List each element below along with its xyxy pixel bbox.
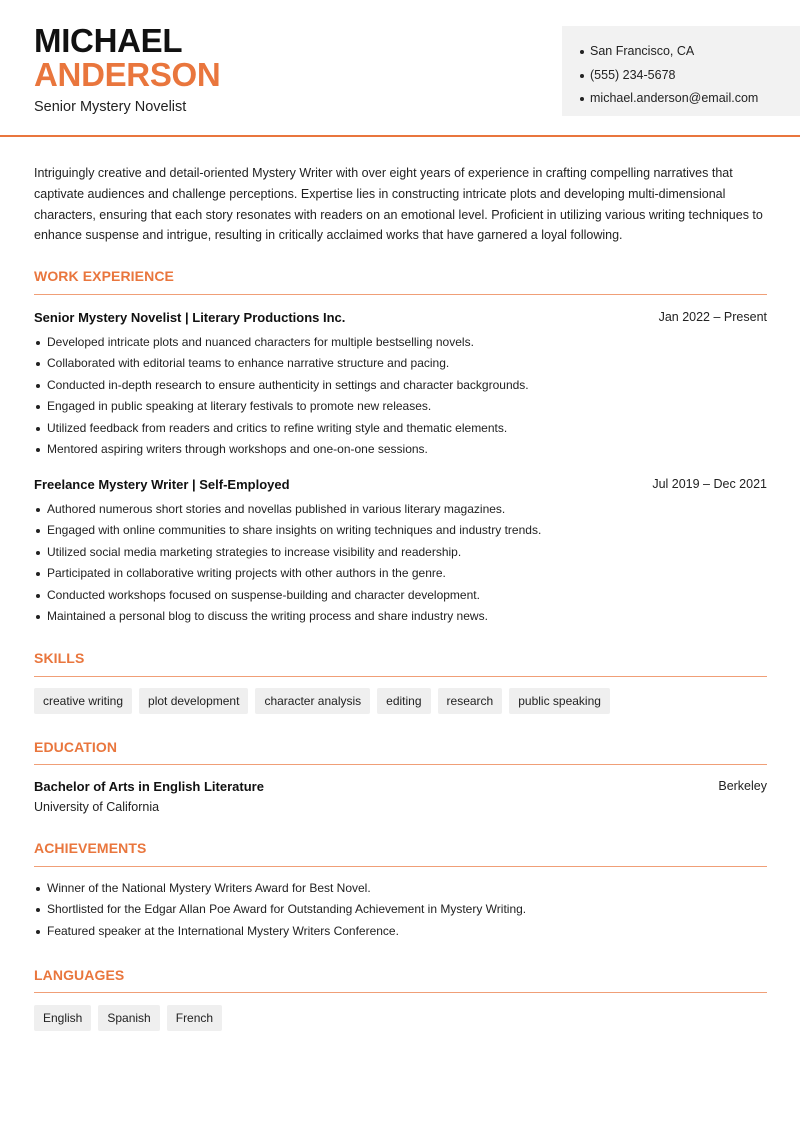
job-bullets [34,499,767,627]
list-item: Shortlisted for the Edgar Allan Poe Award for Outstanding Achievement in Mystery Writing. [34,899,767,920]
section-divider [34,676,767,677]
skill-tag: creative writing [34,688,132,714]
contact-phone[interactable]: (555) 234-5678 [582,64,800,88]
contact-box [562,26,800,116]
skill-tag: public speaking [509,688,610,714]
professional-summary: Intriguingly creative and detail-oriented Mystery Writer with over eight years of experience in crafting compelling narratives that captivate audiences and challenge perceptions. Expertise lies in constructing intricate plots and developing multi-dimensional characters, ensuring that each story resonates with readers on an emotional level. Proficient in utilizing various writing techniques to enhance suspense and intrigue, resulting in critically acclaimed works that have garnered a loyal following. [34,166,763,243]
contact-email[interactable]: michael.anderson@email.com [582,87,800,111]
list-item: Utilized social media marketing strategies to increase visibility and readership. [34,542,767,563]
section-title-languages: LANGUAGES [34,967,125,983]
language-tag: French [167,1005,222,1031]
contact-list [582,40,800,111]
job-headline: Senior Mystery Novelist [34,99,187,115]
list-item: Utilized feedback from readers and critics to refine writing style and thematic elements. [34,418,767,439]
skills-tags [34,688,610,714]
list-item: Maintained a personal blog to discuss the writing process and share industry news. [34,606,767,627]
list-item: Developed intricate plots and nuanced characters for multiple bestselling novels. [34,332,767,353]
job-bullets [34,332,767,460]
list-item: Conducted workshops focused on suspense-building and character development. [34,585,767,606]
achievements-list [34,878,767,942]
skill-tag: research [438,688,503,714]
list-item: Participated in collaborative writing projects with other authors in the genre. [34,563,767,584]
first-name: MICHAEL [34,22,183,59]
list-item: Engaged in public speaking at literary festivals to promote new releases. [34,396,767,417]
last-name: ANDERSON [34,56,221,93]
list-item: Authored numerous short stories and novellas published in various literary magazines. [34,499,767,520]
list-item: Featured speaker at the International Mystery Writers Conference. [34,921,767,942]
section-title-work: WORK EXPERIENCE [34,268,174,284]
skill-tag: character analysis [255,688,370,714]
contact-location: San Francisco, CA [582,40,800,64]
resume-header [0,0,800,137]
job-title: Senior Mystery Novelist | Literary Productions Inc. [34,310,346,325]
language-tag: English [34,1005,91,1031]
languages-tags [34,1005,222,1031]
list-item: Collaborated with editorial teams to enhance narrative structure and pacing. [34,353,767,374]
section-divider [34,764,767,765]
skill-tag: plot development [139,688,248,714]
section-title-education: EDUCATION [34,739,118,755]
job-title: Freelance Mystery Writer | Self-Employed [34,477,290,492]
job-date: Jul 2019 – Dec 2021 [652,477,767,491]
candidate-name [34,24,220,92]
language-tag: Spanish [98,1005,159,1031]
section-divider [34,294,767,295]
education-degree: Bachelor of Arts in English Literature [34,779,264,794]
education-location: Berkeley [718,779,767,793]
list-item: Mentored aspiring writers through workshops and one-on-one sessions. [34,439,767,460]
list-item: Winner of the National Mystery Writers Award for Best Novel. [34,878,767,899]
section-title-achievements: ACHIEVEMENTS [34,840,147,856]
skill-tag: editing [377,688,430,714]
section-title-skills: SKILLS [34,650,85,666]
job-date: Jan 2022 – Present [658,310,767,324]
section-divider [34,866,767,867]
education-school: University of California [34,800,160,814]
list-item: Engaged with online communities to share insights on writing techniques and industry trends. [34,520,767,541]
section-divider [34,992,767,993]
list-item: Conducted in-depth research to ensure authenticity in settings and character backgrounds. [34,375,767,396]
